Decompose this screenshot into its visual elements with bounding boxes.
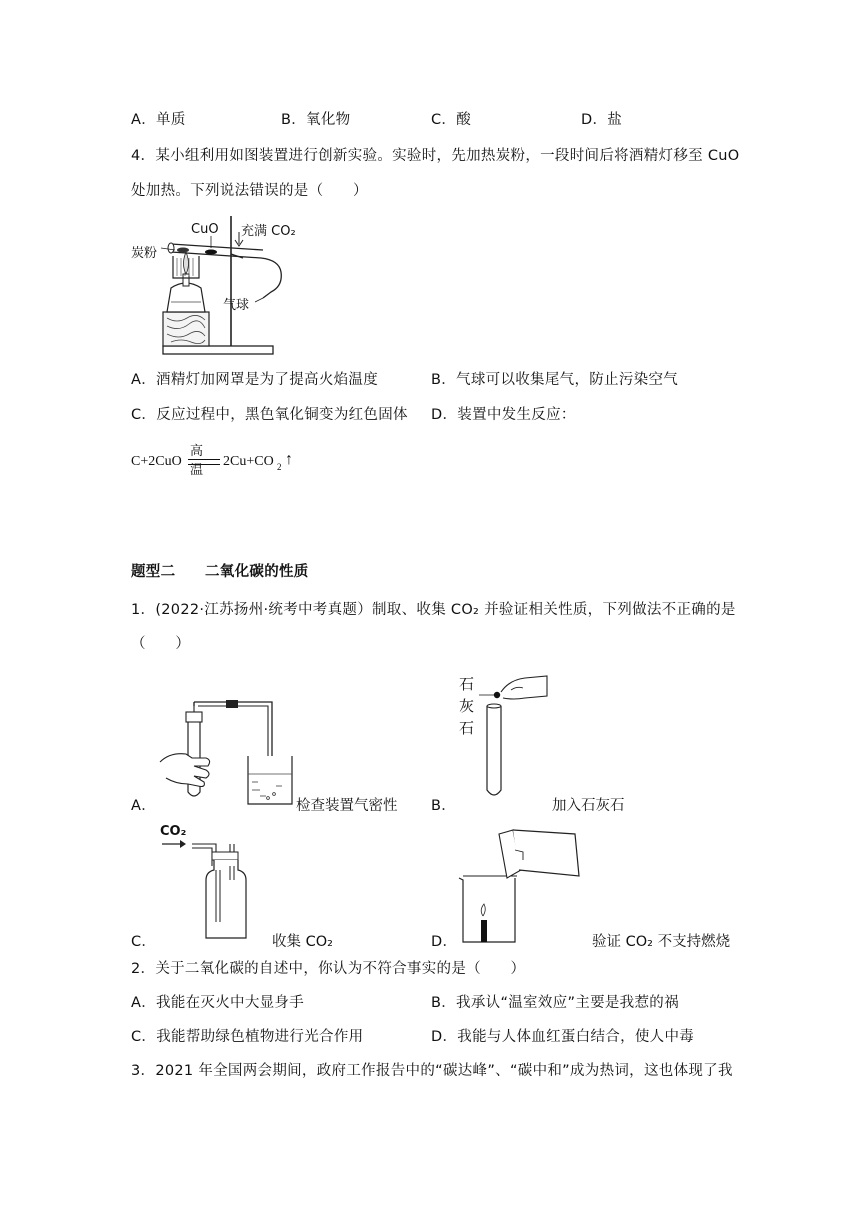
- q4-option-c: C．反应过程中，黑色氧化铜变为红色固体: [131, 407, 408, 423]
- q3-option-b: B．氧化物: [281, 112, 351, 128]
- s2q2-stem: 2．关于二氧化碳的自述中，你认为不符合事实的是（ ）: [131, 961, 526, 977]
- s2q1-option-c-letter: C．: [131, 934, 157, 950]
- s2q1-option-b-caption: 加入石灰石: [552, 798, 625, 814]
- s2q3-stem: 3．2021 年全国两会期间，政府工作报告中的“碳达峰”、“碳中和”成为热词，这也体现了我: [131, 1063, 733, 1079]
- q4-option-d: D．装置中发生反应：: [431, 407, 576, 423]
- equation-equals-bar: [188, 459, 220, 465]
- q3-option-a: A．单质: [131, 112, 186, 128]
- limestone-drawing: [455, 668, 555, 802]
- q4-stem-line2: 处加热。下列说法错误的是（ ）: [131, 183, 368, 199]
- gas-bottle-drawing: [158, 822, 258, 942]
- candle-beaker-drawing: [455, 824, 585, 946]
- section-title: 题型二 二氧化碳的性质: [131, 564, 309, 580]
- equation-left: C+2CuO: [131, 454, 182, 469]
- q4-option-b: B．气球可以收集尾气，防止污染空气: [431, 372, 679, 388]
- equation-right: 2Cu+CO: [223, 454, 274, 469]
- s2q2-option-d: D．我能与人体血红蛋白结合，使人中毒: [431, 1029, 695, 1045]
- q4-option-a: A．酒精灯加网罩是为了提高火焰温度: [131, 372, 379, 388]
- figure-add-limestone: [455, 668, 555, 802]
- limestone-label-1: 石: [459, 675, 475, 693]
- equation-condition: 高温: [190, 443, 204, 477]
- q3-option-c: C．酸: [431, 112, 472, 128]
- s2q1-option-a-letter: A．: [131, 798, 157, 814]
- label-filled-co2: 充满 CO₂: [241, 224, 296, 239]
- limestone-label-2: 灰: [459, 697, 475, 715]
- limestone-label-3: 石: [459, 719, 475, 737]
- s2q1-option-a-caption: 检查装置气密性: [296, 798, 398, 814]
- equation-arrow: ↑: [285, 451, 293, 468]
- airtightness-drawing: [156, 700, 296, 808]
- q4-apparatus-figure: [131, 212, 311, 360]
- figure-collect-co2: [158, 822, 258, 942]
- s2q1-option-b-letter: B．: [431, 798, 457, 814]
- figure-candle-beaker: [455, 824, 585, 946]
- label-balloon: 气球: [223, 298, 250, 313]
- s2q1-option-d-caption: 验证 CO₂ 不支持燃烧: [592, 934, 731, 950]
- q3-option-d: D．盐: [581, 112, 623, 128]
- figure-airtightness: [156, 700, 296, 808]
- s2q2-option-c: C．我能帮助绿色植物进行光合作用: [131, 1029, 364, 1045]
- label-cuo: CuO: [191, 222, 219, 237]
- s2q2-option-a: A．我能在灭火中大显身手: [131, 995, 305, 1011]
- s2q1-stem-line2: （ ）: [131, 636, 191, 652]
- q4-stem-line1: 4．某小组利用如图装置进行创新实验。实验时，先加热炭粉，一段时间后将酒精灯移至 CuO: [131, 148, 740, 164]
- co2-label: CO₂: [160, 824, 187, 839]
- s2q1-option-c-caption: 收集 CO₂: [272, 934, 333, 950]
- equation-subscript: 2: [277, 462, 282, 472]
- s2q1-stem-line1: 1．(2022·江苏扬州·统考中考真题）制取、收集 CO₂ 并验证相关性质，下列做法不正确的是: [131, 602, 736, 618]
- s2q1-option-d-letter: D．: [431, 934, 458, 950]
- s2q2-option-b: B．我承认“温室效应”主要是我惹的祸: [431, 995, 679, 1011]
- label-carbon-powder: 炭粉: [131, 246, 158, 261]
